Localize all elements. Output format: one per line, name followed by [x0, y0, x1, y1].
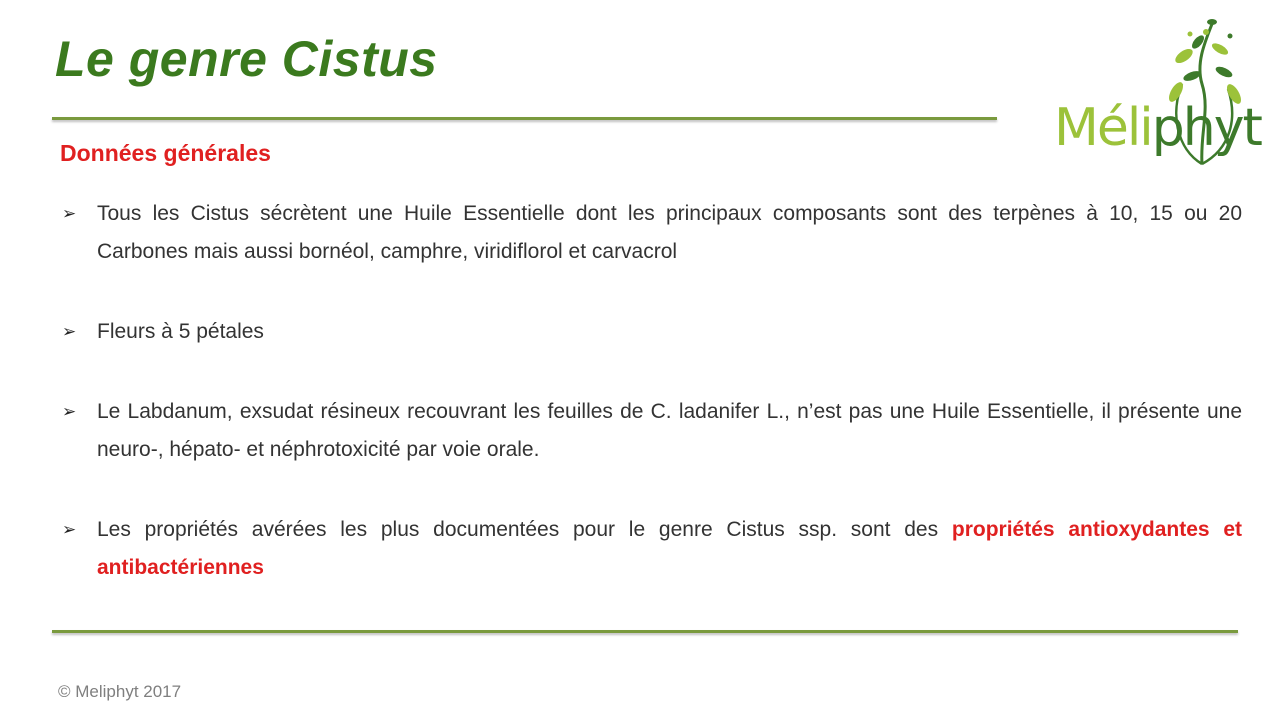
bullet-highlight: propriétés antioxydantes et antibactériennes: [97, 518, 1242, 579]
arrow-right-icon: ➢: [62, 520, 77, 539]
section-heading: Données générales: [60, 140, 271, 166]
logo-wordmark: [1054, 98, 1261, 158]
footer-copyright: © Meliphyt 2017: [58, 682, 182, 701]
bullet-text: Les propriétés avérées les plus documentées pour le genre Cistus ssp. sont des: [97, 518, 952, 541]
arrow-right-icon: ➢: [62, 402, 77, 421]
arrow-right-icon: ➢: [62, 204, 77, 223]
footer-divider: [52, 630, 1238, 633]
meliphyt-logo: [1052, 14, 1262, 184]
bullet-item: [62, 511, 1242, 587]
slide-title: Le genre Cistus: [55, 31, 438, 87]
bullet-text: Le Labdanum, exsudat résineux recouvrant les feuilles de C. ladanifer L., n’est pas une Huile Essentielle, il présente une neuro-, hépato- et néphrotoxicité par voie orale.: [97, 400, 1242, 461]
logo-wordmark-part1: Méli: [1054, 98, 1152, 158]
title-divider: [52, 117, 997, 120]
bullet-list: [62, 195, 1242, 587]
arrow-right-icon: ➢: [62, 322, 77, 341]
bullet-item: [62, 195, 1242, 271]
bullet-item: [62, 313, 1242, 351]
bullet-item: [62, 393, 1242, 469]
bullet-text: Tous les Cistus sécrètent une Huile Essentielle dont les principaux composants sont des terpènes à 10, 15 ou 20 Carbones mais aussi bornéol, camphre, viridiflorol et carvacrol: [97, 202, 1242, 263]
logo-wordmark-part2: phyt: [1151, 98, 1261, 158]
bullet-text: Fleurs à 5 pétales: [97, 320, 264, 343]
